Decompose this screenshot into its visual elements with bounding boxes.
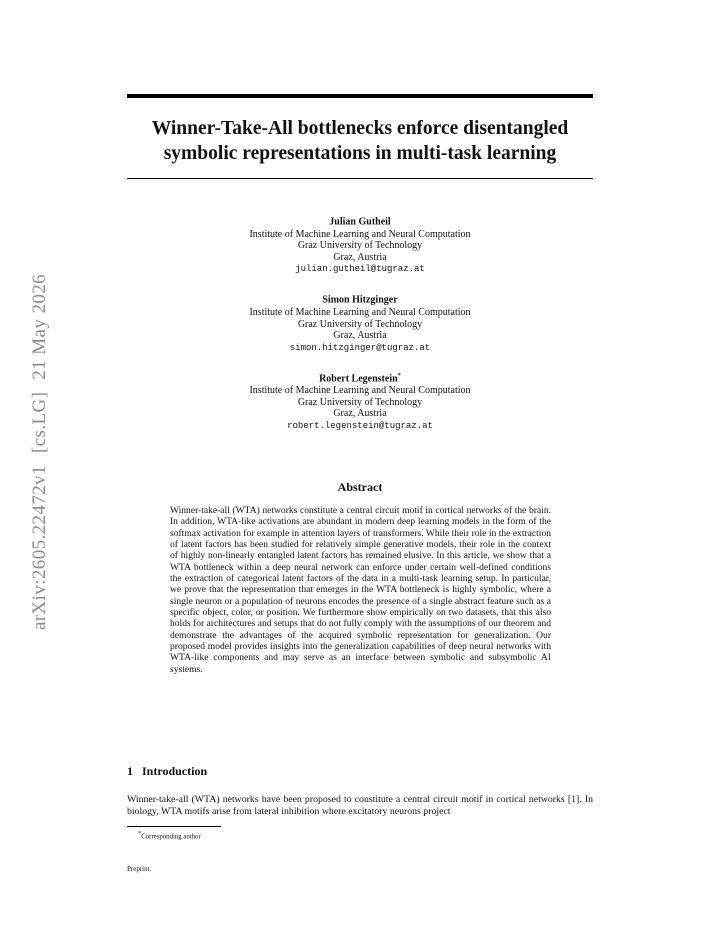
author-location: Graz, Austria [333,408,387,420]
abstract-body: Winner-take-all (WTA) networks constitute a central circuit motif in cortical networks of the brain. In addition, WTA-like activations are abundant in modern deep learning models in the form of the softmax activation for example in attention layers of transformers. While their role in the extraction of latent factors has been studied for relatively simple generative models, their role in the context of highly non-linearly entangled latent factors has remained elusive. In this article, we show that a WTA bottleneck within a deep neural network can enforce under certain well-defined conditions the extraction of categorical latent factors of the data in a multi-task learning setup. In particular, we prove that the representation that emerges in the WTA bottleneck is highly symbolic, where a single neuron or a population of neurons encodes the presence of a single abstract feature such as a specific object, color, or position. We furthermore show empirically on two datasets, that this also holds for architectures and setups that do not fully comply with the assumptions of our theorem and demonstrate the advantages of the acquired symbolic representation for generalization. Our proposed model provides insights into the generalization capabilities of deep neural networks with WTA-like components and may serve as an interface between symbolic and subsymbolic AI systems. [170,505,551,675]
arxiv-number: arXiv:2605.22472v1 [29,465,50,631]
author-entry [127,291,593,353]
author-entry [127,370,593,432]
author-email: simon.hitzginger@tugraz.at [289,342,431,353]
footnote-text: Corresponding author [141,833,201,841]
arxiv-identifier [29,268,51,636]
abstract-heading: Abstract [337,480,383,494]
author-university: Graz University of Technology [297,318,423,330]
author-location: Graz, Austria [333,330,387,342]
author-email: julian.gutheil@tugraz.at [295,264,425,275]
introduction-paragraph: Winner-take-all (WTA) networks have been proposed to constitute a central circuit motif in cortical networks [1]. In biology, WTA motifs arise from lateral inhibition where excitatory neurons project [127,794,593,817]
author-email: robert.legenstein@tugraz.at [287,420,433,431]
author-name: Julian Gutheil [329,216,391,228]
author-university: Graz University of Technology [297,240,423,252]
section-title: Introduction [142,764,208,778]
author-name: Robert Legenstein* [319,371,401,384]
author-entry [127,213,593,275]
arxiv-category: [cs.LG] [29,391,50,454]
author-university: Graz University of Technology [297,396,423,408]
corresponding-author-marker: * [397,371,401,379]
paper-title: Winner-Take-All bottlenecks enforce disentangled symbolic representations in multi-task learning [151,118,569,164]
author-institute: Institute of Machine Learning and Neural Computation [249,385,471,397]
footnote-marker: * [138,830,142,837]
author-institute: Institute of Machine Learning and Neural Computation [249,307,471,319]
section-number: 1 [127,764,133,778]
author-institute: Institute of Machine Learning and Neural Computation [249,228,471,240]
footnote-rule [127,826,221,827]
preprint-label: Preprint. [127,865,152,873]
arxiv-date: 21 May 2026 [29,273,50,380]
author-location: Graz, Austria [333,251,387,263]
author-name: Simon Hitzginger [322,294,398,306]
author-block [127,213,593,448]
title-top-rule [127,94,593,98]
section-heading-introduction [127,764,207,779]
footnote [138,830,201,840]
title-bottom-rule [127,178,593,179]
